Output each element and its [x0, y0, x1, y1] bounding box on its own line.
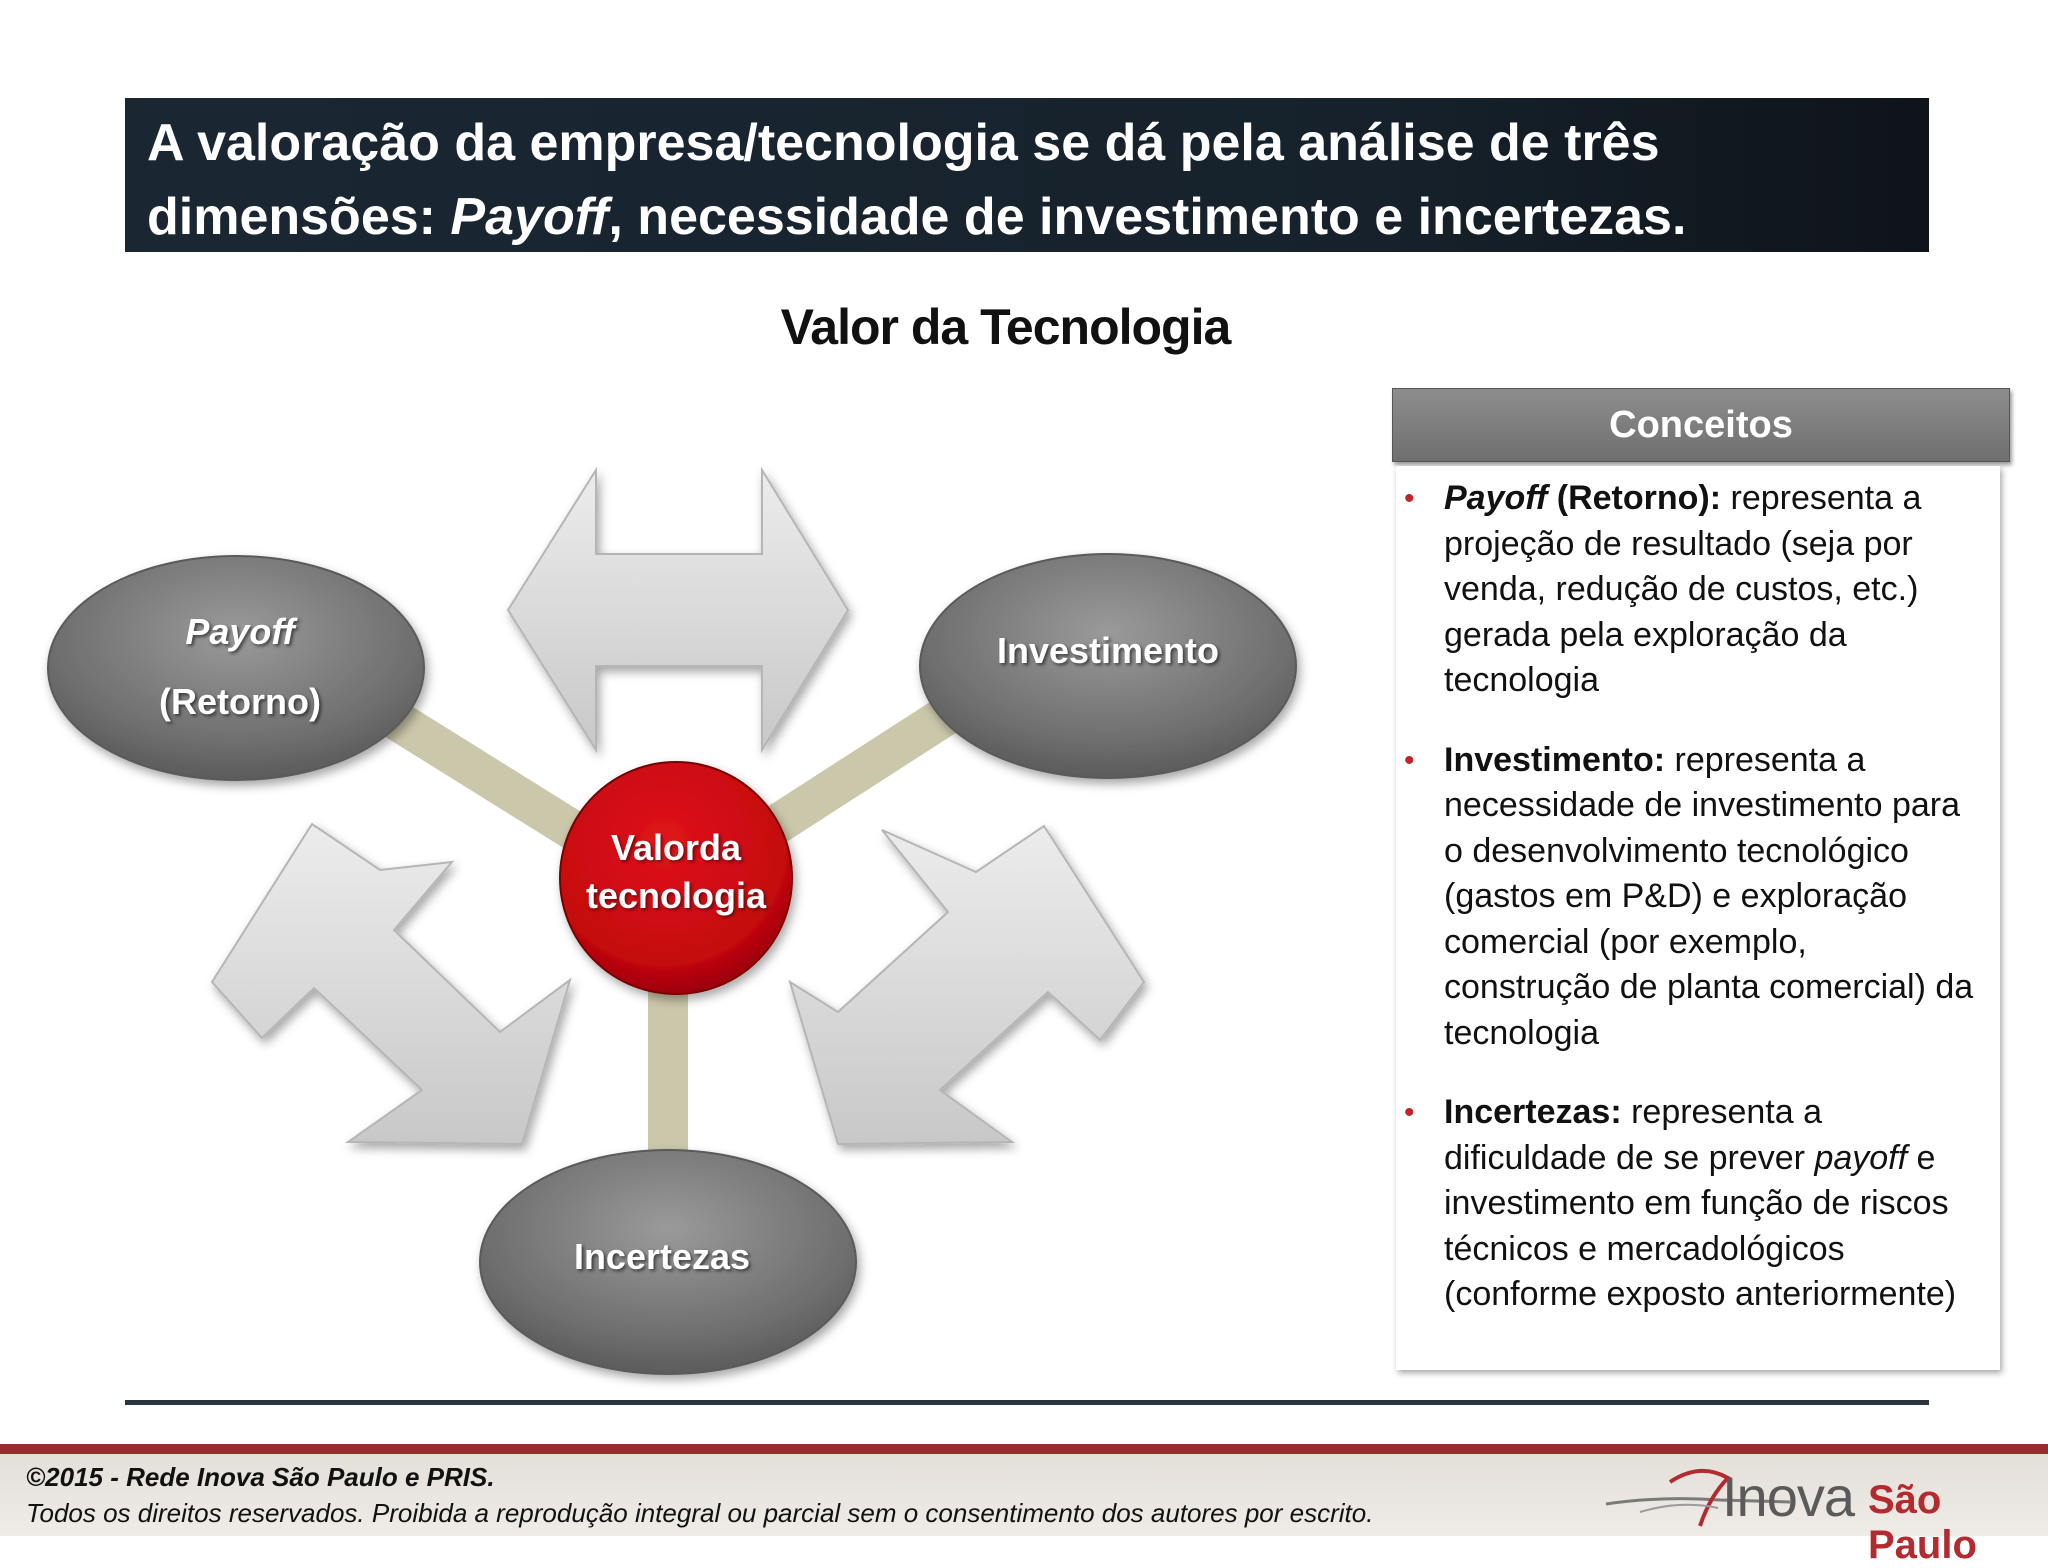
diagram-title: Valor da Tecnologia	[780, 299, 1231, 355]
payoff-label	[96, 606, 384, 728]
logo-word-inova: Inova	[1722, 1465, 1854, 1528]
payoff-label-italic: Payoff	[185, 611, 295, 652]
footer-rights: Todos os direitos reservados. Proibida a reprodução integral ou parcial sem o consentimento dos autores por escrito.	[26, 1498, 1374, 1528]
concept-text-incertezas-italic: payoff	[1814, 1138, 1908, 1177]
double-arrow-bottom-left	[212, 824, 570, 1144]
title-line-1: A valoração da empresa/tecnologia se dá pela análise de três	[147, 114, 1660, 172]
concepts-header: Conceitos	[1392, 388, 2010, 462]
concept-text-incertezas-after: e investimento em função de riscos técnicos e mercadológicos (conforme exposto anteriormente)	[1444, 1138, 1957, 1313]
title-line-2-suffix: , necessidade de investimento e incertezas.	[608, 188, 1687, 246]
concept-text-investimento: representa a necessidade de investimento para o desenvolvimento tecnológico (gastos em P&D) e exploração comercial (por exemplo, construção de planta comercial) da tecnologia	[1444, 740, 1974, 1052]
center-label-line-2: tecnologia	[585, 875, 767, 916]
concept-term-payoff: Payoff	[1444, 479, 1548, 517]
bottom-divider	[125, 1400, 1929, 1405]
logo-word-sao-paulo: São Paulo	[1868, 1478, 1977, 1567]
concept-item-payoff	[1444, 476, 1982, 704]
payoff-sublabel: (Retorno)	[159, 681, 321, 722]
footer-copyright: ©2015 - Rede Inova São Paulo e PRIS.	[26, 1462, 495, 1492]
title-line-2-prefix: dimensões:	[147, 188, 451, 246]
concept-item-investimento	[1444, 738, 1982, 1057]
concept-term-investimento: Investimento:	[1444, 740, 1666, 779]
concept-text-payoff: representa a projeção de resultado (seja por venda, redução de custos, etc.) gerada pela exploração da tecnologia	[1444, 479, 1922, 699]
center-label	[560, 824, 792, 920]
concept-item-incertezas	[1444, 1090, 1982, 1318]
double-arrow-top	[508, 470, 848, 750]
center-label-line-1: Valorda	[610, 827, 742, 868]
incertezas-label: Incertezas	[573, 1236, 751, 1277]
concept-term-incertezas: Incertezas:	[1444, 1093, 1622, 1131]
double-arrow-bottom-right	[790, 826, 1144, 1144]
concepts-panel	[1396, 466, 2000, 1370]
footer-band	[0, 1444, 2048, 1454]
title-line-2-italic: Payoff	[450, 188, 609, 246]
concept-term-payoff-suffix: (Retorno):	[1547, 479, 1722, 517]
concept-text-incertezas-before: representa a dificuldade de se prever	[1444, 1093, 1822, 1177]
concepts-list	[1444, 476, 1982, 1318]
investimento-label: Investimento	[996, 630, 1220, 671]
